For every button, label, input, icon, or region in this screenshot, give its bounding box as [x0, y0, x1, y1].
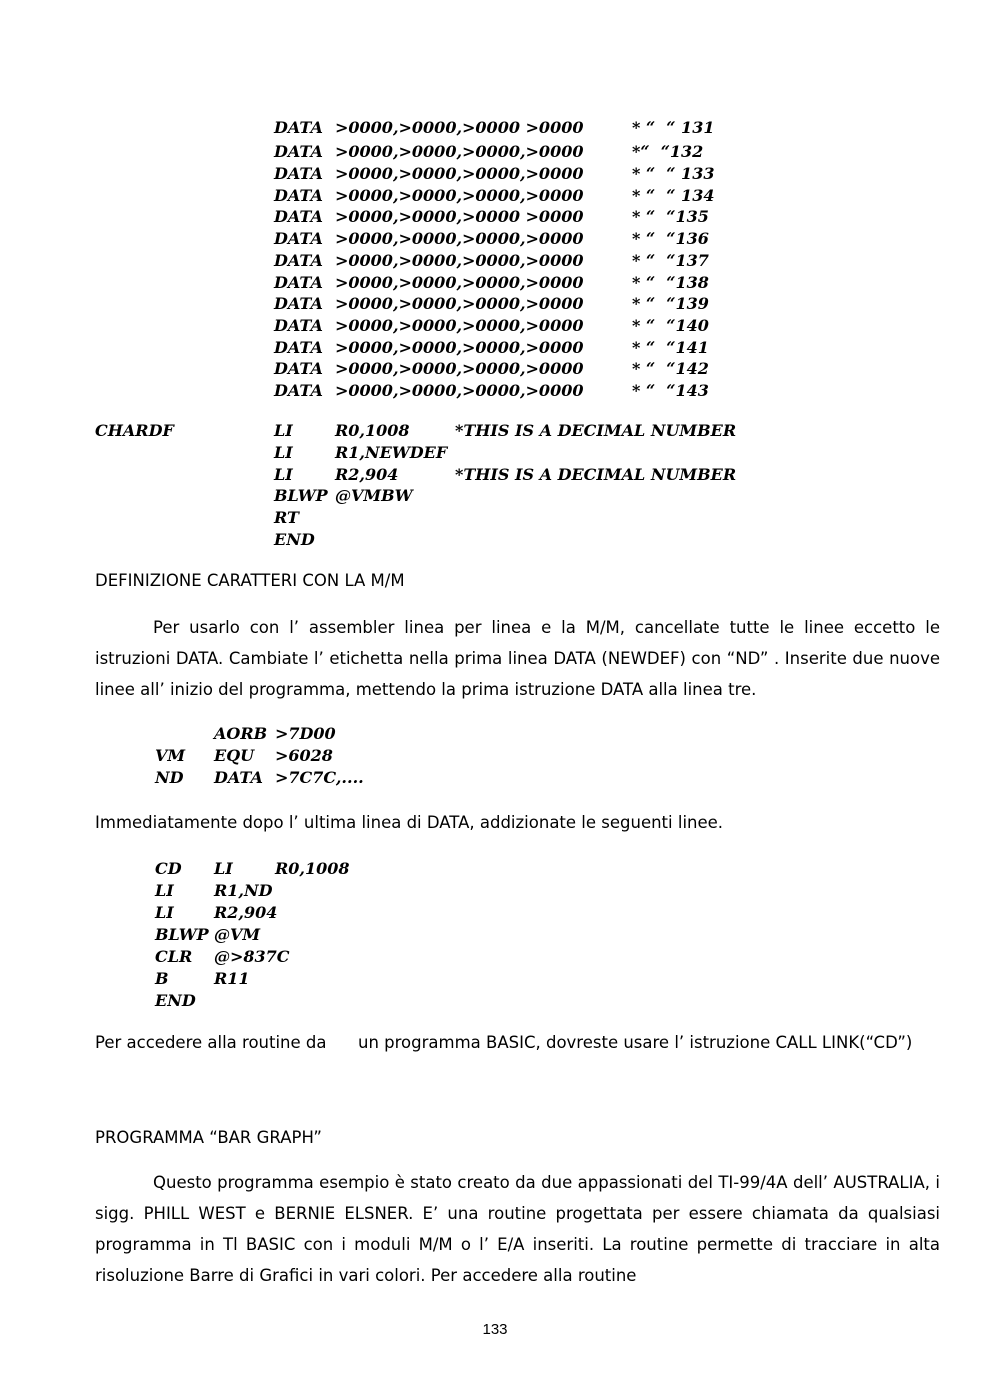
code-operands: >0000,>0000,>0000 >0000	[335, 207, 584, 226]
code-opcode: DATA	[274, 207, 323, 226]
code-operands: >0000,>0000,>0000,>0000	[335, 273, 584, 292]
code-operands: R1,NEWDEF	[335, 442, 448, 462]
code-comment: *THIS IS A DECIMAL NUMBER	[455, 421, 737, 440]
code-column-1: CD	[155, 859, 182, 878]
code-opcode: DATA	[214, 768, 263, 787]
code-operands: >0000,>0000,>0000,>0000	[335, 294, 584, 313]
code-opcode: BLWP	[274, 486, 328, 506]
code-column-2: R11	[214, 969, 250, 988]
code-opcode: EQU	[214, 746, 255, 765]
code-opcode: END	[274, 530, 315, 549]
code-operands: >0000,>0000,>0000,>0000	[335, 359, 584, 378]
code-comment: *“ “132	[632, 142, 704, 161]
code-opcode: DATA	[274, 251, 323, 270]
paragraph: Immediatamente dopo l’ ultima linea di DATA, addizionate le seguenti linee.	[95, 813, 724, 832]
code-column-2: @VM	[214, 925, 261, 944]
code-column-1: B	[155, 969, 169, 988]
code-operands: >0000,>0000,>0000,>0000	[335, 316, 584, 335]
paragraph-part: un programma BASIC, dovreste usare l’ istruzione CALL LINK(“CD”)	[358, 1033, 913, 1052]
code-operands: @VMBW	[335, 486, 413, 506]
code-comment: * “ “ 133	[632, 164, 715, 183]
section-heading: DEFINIZIONE CARATTERI CON LA M/M	[95, 571, 405, 590]
code-comment: * “ “ 131	[632, 118, 715, 137]
code-column-2: R1,ND	[214, 881, 273, 900]
code-opcode: DATA	[274, 142, 323, 161]
code-opcode: DATA	[274, 186, 323, 205]
code-opcode: DATA	[274, 164, 323, 183]
code-comment: * “ “135	[632, 207, 709, 226]
code-comment: * “ “140	[632, 316, 709, 335]
code-comment: * “ “138	[632, 273, 709, 292]
code-column-2: @>837C	[214, 947, 290, 966]
code-operands: >6028	[275, 746, 333, 765]
page-number: 133	[482, 1321, 508, 1338]
paragraph: Per usarlo con l’ assembler linea per linea e la M/M, cancellate tutte le linee eccetto le istruzioni DATA. Cambiate l’ etichetta nella prima linea DATA (NEWDEF) con “ND” . Inserite due nuove linee all’ inizio del programma, mettendo la prima istruzione DATA alla linea tre.	[95, 618, 940, 699]
code-comment: * “ “142	[632, 359, 709, 378]
code-opcode: DATA	[274, 316, 323, 335]
code-opcode: DATA	[274, 294, 323, 313]
code-operands: >7C7C,....	[275, 768, 364, 787]
code-operands: >0000,>0000,>0000,>0000	[335, 164, 584, 183]
code-column-1: BLWP	[155, 925, 209, 944]
code-comment: * “ “136	[632, 229, 709, 248]
code-operands: >7D00	[275, 724, 336, 743]
code-opcode: LI	[274, 421, 293, 440]
code-column-2: LI	[214, 859, 233, 878]
code-comment: * “ “137	[632, 251, 709, 270]
code-opcode: AORB	[214, 724, 268, 743]
code-column-3: R0,1008	[275, 859, 350, 878]
code-column-1: LI	[155, 903, 174, 922]
chardf-label: CHARDF	[95, 421, 174, 440]
code-operands: >0000,>0000,>0000,>0000	[335, 381, 584, 400]
code-opcode: RT	[274, 508, 299, 528]
code-column-1: LI	[155, 881, 174, 900]
code-column-1: END	[155, 991, 196, 1010]
code-operands: >0000,>0000,>0000,>0000	[335, 338, 584, 357]
code-comment: * “ “139	[632, 294, 709, 313]
code-opcode: LI	[274, 464, 293, 484]
code-opcode: DATA	[274, 359, 323, 378]
code-operands: >0000,>0000,>0000,>0000	[335, 142, 584, 161]
code-opcode: DATA	[274, 118, 323, 137]
code-operands: >0000,>0000,>0000 >0000	[335, 118, 584, 137]
code-opcode: DATA	[274, 273, 323, 292]
code-comment: * “ “ 134	[632, 186, 715, 205]
code-column-1: CLR	[155, 947, 193, 966]
code-opcode: DATA	[274, 338, 323, 357]
code-operands: >0000,>0000,>0000,>0000	[335, 229, 584, 248]
code-operands: >0000,>0000,>0000,>0000	[335, 186, 584, 205]
code-label: ND	[155, 768, 184, 787]
paragraph-part: Per accedere alla routine da	[95, 1033, 327, 1052]
code-opcode: DATA	[274, 229, 323, 248]
code-operands: R0,1008	[335, 421, 410, 440]
code-column-2: R2,904	[214, 903, 278, 922]
code-comment: * “ “141	[632, 338, 709, 357]
paragraph: Questo programma esempio è stato creato da due appassionati del TI-99/4A dell’ AUSTRALIA, i sigg. PHILL WEST e BERNIE ELSNER. E’ una routine progettata per essere chiamata da qualsiasi programma in Tl BASIC con i moduli M/M o l’ E/A inseriti. La routine permette di tracciare in alta risoluzione Barre di Grafici in vari colori. Per accedere alla routine	[95, 1173, 940, 1285]
code-operands: >0000,>0000,>0000,>0000	[335, 251, 584, 270]
code-opcode: DATA	[274, 381, 323, 400]
section-heading: PROGRAMMA “BAR GRAPH”	[95, 1128, 322, 1147]
code-operands: R2,904	[335, 464, 399, 484]
code-opcode: LI	[274, 442, 293, 462]
code-comment: *THIS IS A DECIMAL NUMBER	[455, 464, 737, 484]
code-comment: * “ “143	[632, 381, 709, 400]
code-label: VM	[155, 746, 186, 765]
